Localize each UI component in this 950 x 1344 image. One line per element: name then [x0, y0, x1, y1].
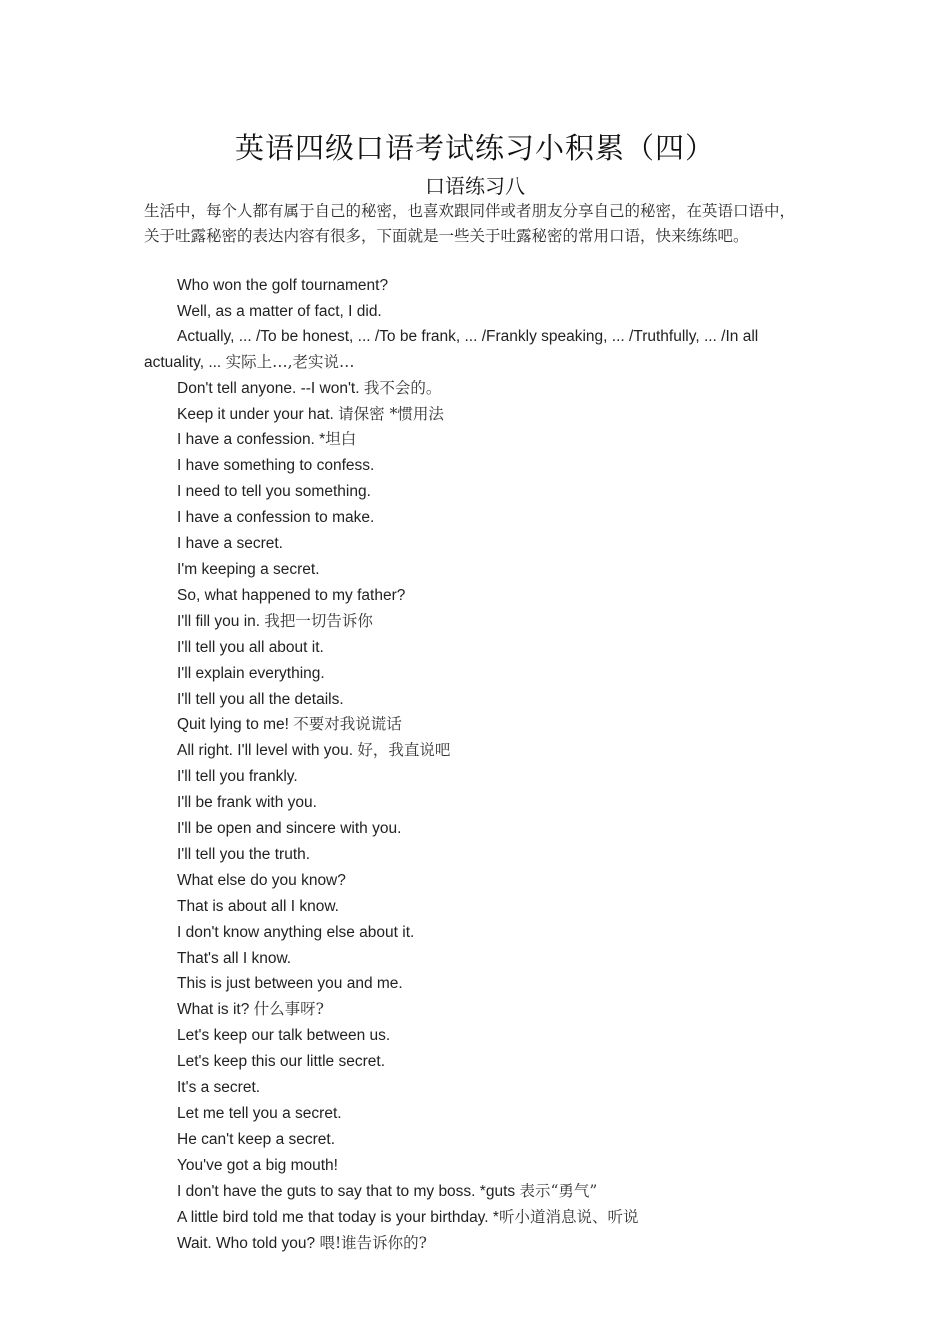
phrase-line: Who won the golf tournament?: [177, 277, 389, 294]
phrase-line: Quit lying to me! 不要对我说谎话: [177, 715, 402, 734]
phrase-line: I have a confession. *坦白: [177, 430, 357, 449]
phrase-line: So, what happened to my father?: [177, 586, 406, 604]
phrase-line: I don't know anything else about it.: [177, 923, 415, 941]
phrase-line: What is it? 什么事呀?: [177, 1000, 324, 1019]
phrase-line: I'll be open and sincere with you.: [177, 820, 402, 838]
intro-paragraph: 生活中，每个人都有属于自己的秘密，也喜欢跟同伴或者朋友分享自己的秘密，在英语口语中，关于吐露秘密的表达内容有很多，下面就是一些关于吐露秘密的常用口语，快来练练吧。: [144, 202, 796, 245]
phrase-line: Wait. Who told you? 喂!谁告诉你的?: [177, 1233, 427, 1252]
phrase-line: What else do you know?: [177, 871, 346, 889]
phrase-line: It's a secret.: [177, 1079, 261, 1097]
section-subtitle: 口语练习八: [425, 174, 525, 198]
phrase-line: Let's keep this our little secret.: [177, 1053, 386, 1071]
phrase-line: Let's keep our talk between us.: [177, 1027, 391, 1045]
phrase-line: I have a confession to make.: [177, 509, 375, 527]
phrase-line: I'll tell you the truth.: [177, 845, 311, 863]
phrase-line: I don't have the guts to say that to my boss. *guts 表示“勇气”: [177, 1181, 598, 1200]
phrase-line: All right. I'll level with you. 好，我直说吧: [177, 741, 451, 760]
phrase-line: He can't keep a secret.: [177, 1130, 336, 1148]
phrase-line: I need to tell you something.: [177, 483, 371, 501]
phrase-line: I'll tell you frankly.: [177, 768, 298, 786]
phrase-line: I'll tell you all the details.: [177, 690, 344, 708]
phrase-line: Actually, ... /To be honest, ... /To be frank, ... /Frankly speaking, ... /Truthfully, ... /In all actuality, ... 实际上…,老实说…: [144, 327, 759, 371]
phrase-line: Well, as a matter of fact, I did.: [177, 302, 382, 320]
phrase-line: I'll be frank with you.: [177, 794, 317, 812]
phrase-line: You've got a big mouth!: [177, 1156, 338, 1174]
phrase-line: Let me tell you a secret.: [177, 1105, 342, 1122]
page-title: 英语四级口语考试练习小积累（四）: [234, 131, 715, 165]
phrase-list: [144, 273, 806, 1256]
phrase-line: A little bird told me that today is your birthday. *听小道消息说、听说: [177, 1207, 639, 1226]
phrase-line: I'll fill you in. 我把一切告诉你: [177, 611, 373, 630]
phrase-line: Don't tell anyone. --I won't. 我不会的。: [177, 378, 442, 397]
phrase-line: That's all I know.: [177, 949, 292, 967]
phrase-line: Keep it under your hat. 请保密 *惯用法: [177, 404, 444, 423]
phrase-line: I'll tell you all about it.: [177, 638, 324, 656]
phrase-line: I'll explain everything.: [177, 664, 325, 682]
phrase-line: I'm keeping a secret.: [177, 560, 320, 578]
phrase-line: That is about all I know.: [177, 897, 339, 915]
phrase-line: I have a secret.: [177, 535, 283, 553]
phrase-line: This is just between you and me.: [177, 975, 403, 993]
phrase-line: I have something to confess.: [177, 457, 375, 475]
